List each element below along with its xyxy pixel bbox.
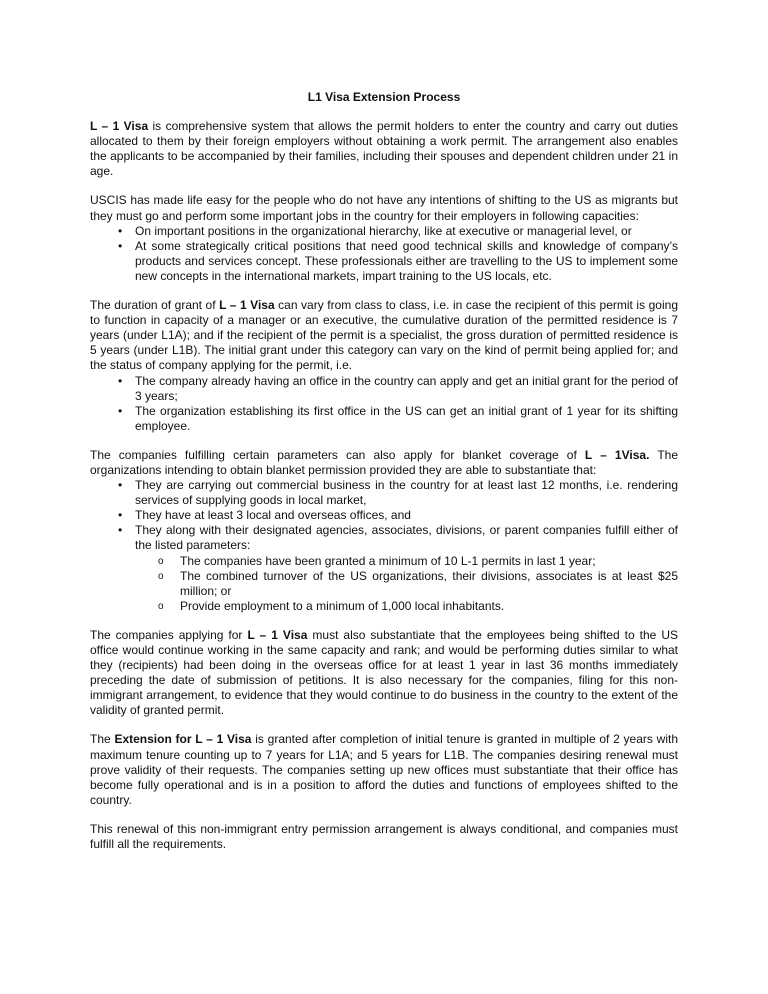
term-l1-visa: L – 1 Visa <box>219 298 275 313</box>
paragraph-text: The companies fulfilling certain parameters can also apply for blanket coverage of <box>90 447 585 462</box>
paragraph-text: The organizations intending to obtain blanket permission provided they are able to substantiate that: <box>90 447 678 477</box>
term-extension: Extension for L – 1 Visa <box>114 732 252 747</box>
term-l1-visa: L – 1 Visa <box>247 627 308 642</box>
list-item-text: They along with their designated agencies, associates, divisions, or parent companies fulfill either of the listed parameters: <box>135 523 678 553</box>
document-title: L1 Visa Extension Process <box>307 90 461 104</box>
paragraph-substantiate <box>90 628 678 719</box>
list-item: • They are carrying out commercial business in the country for at least last 12 months, i.e. rendering services of supplying goods in local market, <box>90 478 678 508</box>
sublist-item: o Provide employment to a minimum of 1,000 local inhabitants. <box>135 599 678 614</box>
sublist-item: o The combined turnover of the US organizations, their divisions, associates is at least $25 million; or <box>135 569 678 599</box>
paragraph-text: The duration of grant of <box>90 298 220 313</box>
paragraph-renewal: This renewal of this non-immigrant entry permission arrangement is always conditional, and companies must fulfill all the requirements. <box>90 821 678 852</box>
list-item: • The company already having an office in the country can apply and get an initial grant for the period of 3 years; <box>90 374 678 404</box>
list-item: • They have at least 3 local and overseas offices, and <box>90 508 678 523</box>
paragraph-blanket <box>90 448 678 478</box>
sublist-item: o The companies have been granted a minimum of 10 L-1 permits in last 1 year; <box>135 554 678 569</box>
paragraph-duration <box>90 298 678 373</box>
paragraph-intro <box>90 119 678 179</box>
paragraph-text: must also substantiate that the employees being shifted to the US office would continue working in the same capacity and rank; and would be performing duties similar to what they (recipients) had been doing in the overseas office for at least 1 year in last 36 months immediately preceding the date of submission of petitions. It is also necessary for the companies, filing for this non-immigrant arrangement, to evidence that they would continue to do business in the country to the extent of the validity of granted permit. <box>90 627 678 718</box>
paragraph-text: The <box>90 732 115 747</box>
list-item: • On important positions in the organizational hierarchy, like at executive or managerial level, or <box>90 224 678 239</box>
list-item <box>90 523 678 614</box>
paragraph-text: can vary from class to class, i.e. in case the recipient of this permit is going to function in capacity of a manager or an executive, the cumulative duration of the permitted residence is 7 years (under L1A); and if the recipient of the permit is a specialist, the gross duration of permitted residence is 5 years (under L1B). The initial grant under this category can vary on the kind of permit being applied for; and the status of company applying for the permit, i.e. <box>90 298 678 373</box>
paragraph-extension <box>90 732 678 807</box>
paragraph-text: is comprehensive system that allows the permit holders to enter the country and carry out duties allocated to them by their foreign employers without obtaining a work permit. The arrangement also enables the applicants to be accompanied by their families, including their spouses and dependent children under 21 in age. <box>90 119 678 179</box>
list-item: • The organization establishing its first office in the US can get an initial grant of 1 year for its shifting employee. <box>90 404 678 434</box>
term-l1-visa: L – 1Visa. <box>584 447 650 462</box>
paragraph-text: The companies applying for <box>90 627 248 642</box>
paragraph-uscis: USCIS has made life easy for the people who do not have any intentions of shifting to the US as migrants but they must go and perform some important jobs in the country for their employers in following capacities: <box>90 193 678 223</box>
blanket-requirements-list <box>90 478 678 614</box>
list-item: • At some strategically critical positions that need good technical skills and knowledge of company’s products and services concept. These professionals either are travelling to the US to implement some new concepts in the international markets, impart training to the US locals, etc. <box>90 239 678 284</box>
document-page <box>90 90 678 866</box>
initial-grant-list <box>90 374 678 434</box>
parameters-sublist <box>135 554 678 614</box>
capacities-list <box>90 224 678 284</box>
term-l1-visa: L – 1 Visa <box>90 119 149 134</box>
paragraph-text: is granted after completion of initial tenure is granted in multiple of 2 years with maximum tenure counting up to 7 years for L1A; and 5 years for L1B. The companies desiring renewal must prove validity of their requests. The companies setting up new offices must substantiate that their office has become fully operational and is in a position to afford the duties and functions of employees shifted to the country. <box>90 732 678 807</box>
